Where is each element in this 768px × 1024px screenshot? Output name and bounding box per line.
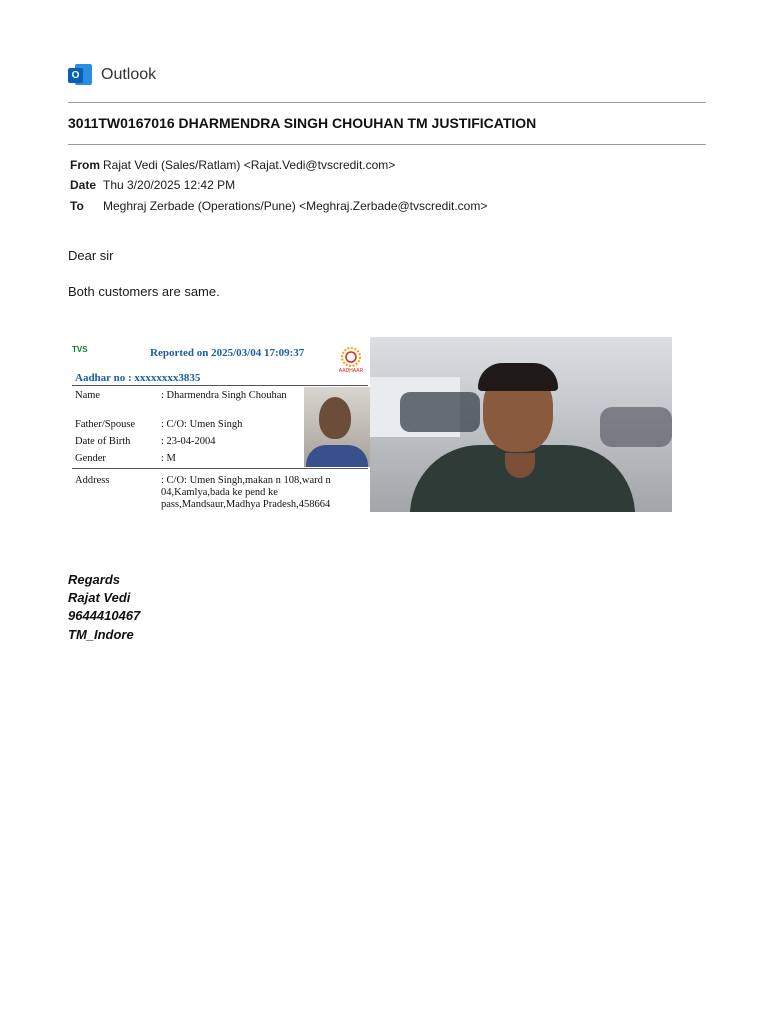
- divider: [68, 144, 706, 145]
- date-label: Date: [70, 178, 97, 192]
- app-name: Outlook: [101, 66, 157, 83]
- aadhaar-photo: [304, 387, 370, 467]
- outlook-logo-icon: O: [68, 63, 93, 87]
- to-label: To: [70, 199, 84, 213]
- tvs-logo: TVS: [72, 345, 88, 354]
- signature-role: TM_Indore: [68, 627, 134, 642]
- card-divider: [72, 468, 368, 469]
- aadhaar-logo-icon: [334, 343, 368, 373]
- greeting: Dear sir: [68, 248, 114, 263]
- field-label: Address: [75, 475, 110, 486]
- field-value: : 23-04-2004: [161, 436, 216, 447]
- signature-name: Rajat Vedi: [68, 590, 131, 605]
- signature-regards: Regards: [68, 572, 121, 587]
- aadhar-number: Aadhar no : xxxxxxxx3835: [75, 372, 201, 384]
- aadhaar-card-image: [68, 337, 370, 512]
- reported-timestamp: Reported on 2025/03/04 17:09:37: [150, 347, 305, 359]
- divider: [68, 102, 706, 103]
- field-label: Gender: [75, 453, 106, 464]
- date-value: Thu 3/20/2025 12:42 PM: [103, 178, 236, 192]
- card-divider: [72, 385, 368, 386]
- field-value: : C/O: Umen Singh: [161, 419, 243, 430]
- customer-photo: [370, 337, 672, 512]
- field-value: : Dharmendra Singh Chouhan: [161, 390, 287, 401]
- field-label: Father/Spouse: [75, 419, 136, 430]
- app-header: [68, 62, 156, 88]
- to-value: Meghraj Zerbade (Operations/Pune) <Meghraj.Zerbade@tvscredit.com>: [103, 199, 488, 213]
- field-label: Date of Birth: [75, 436, 131, 447]
- field-value: : M: [161, 453, 176, 464]
- field-value: : C/O: Umen Singh,makan n 108,ward n 04,Kamlya,bada ke pend ke pass,Mandsaur,Madhya Pradesh,458664: [161, 475, 331, 510]
- message-body: Both customers are same.: [68, 284, 220, 299]
- field-label: Name: [75, 390, 101, 401]
- svg-text:AADHAAR: AADHAAR: [338, 368, 364, 373]
- from-row: [70, 158, 395, 172]
- to-row: [70, 199, 487, 213]
- from-label: From: [70, 158, 100, 172]
- date-row: [70, 178, 235, 192]
- signature-phone: 9644410467: [68, 608, 141, 623]
- email-subject: 3011TW0167016 DHARMENDRA SINGH CHOUHAN TM JUSTIFICATION: [68, 115, 537, 131]
- from-value: Rajat Vedi (Sales/Ratlam) <Rajat.Vedi@tvscredit.com>: [103, 158, 396, 172]
